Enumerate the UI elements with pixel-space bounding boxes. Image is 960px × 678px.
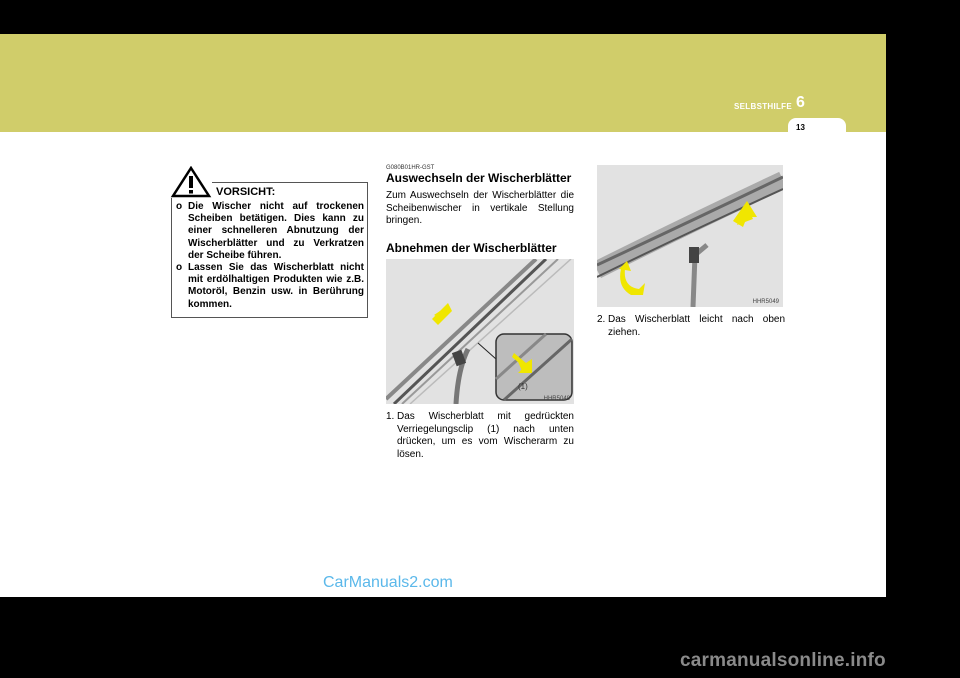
figure-label: HHR5048	[543, 396, 570, 402]
step-1	[386, 411, 574, 461]
warning-item-text: Lassen Sie das Wischerblatt nicht mit erdölhaltigen Produkten wie z.B. Motoröl, Benzin usw. in Berührung kommen.	[188, 262, 364, 310]
callout-label: (1)	[518, 382, 528, 391]
warning-title: VORSICHT:	[216, 186, 276, 198]
warning-item	[176, 262, 364, 311]
figure-label: HHR5049	[752, 299, 779, 305]
step-number: 2.	[597, 314, 606, 325]
page-number: 13	[796, 123, 805, 132]
watermark-carmanualsonline[interactable]: carmanualsonline.info	[680, 650, 886, 671]
step-2	[597, 314, 785, 339]
warning-triangle-icon	[170, 166, 212, 198]
wiper-illustration-1	[386, 259, 574, 404]
warning-item	[176, 201, 364, 262]
chapter-number: 6	[796, 94, 805, 111]
step-text: Das Wischerblatt leicht nach oben ziehen.	[608, 314, 785, 338]
watermark-carmanuals2[interactable]: CarManuals2.com	[323, 574, 453, 591]
subsection-title: Abnehmen der Wischerblätter	[386, 241, 557, 255]
section-code: G080B01HR-GST	[386, 165, 435, 171]
wiper-illustration-2	[597, 165, 783, 307]
step-number: 1.	[386, 411, 395, 422]
section-title: Auswechseln der Wischerblätter	[386, 171, 572, 185]
warning-list	[176, 201, 364, 311]
section-label: SELBSTHILFE	[734, 102, 792, 111]
intro-paragraph: Zum Auswechseln der Wischerblätter die Scheibenwischer in vertikale Stellung bringen.	[386, 190, 574, 226]
figure-wiper-blade-pull	[597, 165, 783, 307]
step-text: Das Wischerblatt mit gedrückten Verriegelungsclip (1) nach unten drücken, um es vom Wischerarm zu lösen.	[397, 411, 574, 460]
manual-page	[0, 34, 886, 597]
header-band	[0, 34, 886, 132]
bullet: o	[176, 201, 183, 212]
bullet: o	[176, 262, 183, 274]
figure-wiper-blade-removal	[386, 259, 574, 404]
warning-item-text: Die Wischer nicht auf trockenen Scheiben betätigen. Dies kann zu einer schnelleren Abnutzung der Wischerblätter und zu Verkratzen der Scheibe führen.	[188, 201, 364, 261]
